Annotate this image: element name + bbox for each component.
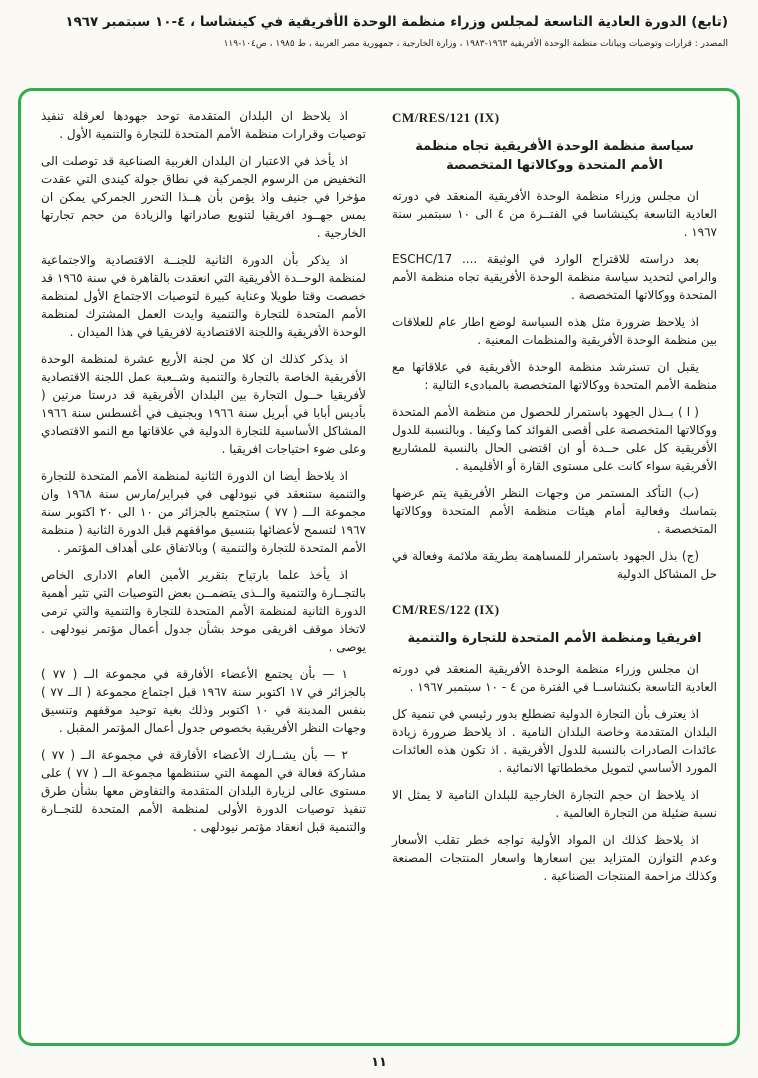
resolution-code-122: CM/RES/122 (IX) [392, 602, 500, 617]
resolution-title-122: افريقيا ومنظمة الأمم المتحدة للتجارة والتنمية [407, 631, 702, 646]
paragraph: (ج) بذل الجهود باستمرار للمساهمة بطريقة ملائمة وفعالة في حل المشاكل الدولية [392, 549, 717, 581]
paragraph: اذ يلاحظ ان البلدان المتقدمة توحد جهودها لعرقلة تنفيذ توصيات وقرارات منظمة الأمم المتحدة للتجارة والتنمية الأول . [41, 109, 366, 141]
resolution-code-121: CM/RES/121 (IX) [392, 110, 500, 125]
paragraph: اذ يلاحظ ان حجم التجارة الخارجية للبلدان النامية لا يمثل الا نسبة ضئيلة من التجارة العالمية . [392, 788, 717, 820]
paragraph: ان مجلس وزراء منظمة الوحدة الأفريقية المنعقد في دورته العادية التاسعة بكنشاســا في الفترة من ٤ - ١٠ سبتمبر ١٩٦٧ . [392, 662, 717, 694]
paragraph: بعد دراسته للاقتراح الوارد في الوثيقة .... ESCHC/17 والرامي لتحديد سياسة منظمة الوحدة الأفريقية تجاه منظمة الأمم المتحدة ووكالاتها المتخصصة . [392, 252, 717, 302]
paragraph: اذ يلاحظ كذلك ان المواد الأولية تواجه خطر تقلب الأسعار وعدم التوازن المتزايد بين اسعارها واسعار المنتجات المصنعة وكذلك مزاحمة المنتجات الصناعية . [392, 833, 717, 883]
page-number: ١١ [371, 1055, 387, 1070]
paragraph: اذ يأخذ في الاعتبار ان البلدان الغربية الصناعية قد توصلت الى التخفيض من الرسوم الجمركية في نطاق جولة كيندى التي عقدت مؤخرا في جنيف واذ يؤمن بأن هــذا التحرر الجمركي يمكن ان يمس جهــود افريقيا لتنويع صادراتها والزيادة من حجم تجارتها الخارجية . [41, 154, 366, 240]
paragraph: اذ يعترف بأن التجارة الدولية تضطلع بدور رئيسي في تنمية كل البلدان المتقدمة وخاصة البلدان النامية . اذ يلاحظ ضرورة زيادة عائدات الصادرات بالنسبة للدول الأفريقية . اذ تكون هذه العائدات المورد الأساسي لتمويل مخططاتها الانمائية . [392, 707, 717, 775]
document-frame [18, 88, 740, 1046]
paragraph: ان مجلس وزراء منظمة الوحدة الأفريقية المنعقد في دورته العادية التاسعة بكينشاسا في الفتــرة من ٤ الى ١٠ سبتمبر سنة ١٩٦٧ . [392, 189, 717, 239]
page-header [0, 0, 758, 49]
continuation-column [41, 107, 366, 1027]
paragraph: (ب) التأكد المستمر من وجهات النظر الأفريقية يتم عرضها بتماسك وفعالية أمام هيئات منظمة الأمم المتحدة ووكالاتها المتخصصة . [392, 486, 717, 536]
paragraph: اذ يلاحظ ضرورة مثل هذه السياسة لوضع اطار عام للعلاقات بين منظمة الوحدة الأفريقية والمنظمات المعنية . [392, 315, 717, 347]
resolution-title-121: سياسة منظمة الوحدة الأفريقية تجاه منظمة الأمم المتحدة ووكالاتها المتخصصة [415, 139, 694, 173]
paragraph: ١ — بأن يجتمع الأعضاء الأفارقة في مجموعة الــ ( ٧٧ ) بالجزائر في ١٧ اكتوبر سنة ١٩٦٧ قبل اجتماع مجموعة ( الــ ٧٧ ) بنفس المدينة في ١٠ اكتوبر وذلك بغية توحيد موقفهم وتنسيق وجهات النظر الأفريقية بخصوص جدول أعمال المؤتمر المقبل . [41, 667, 366, 735]
paragraph: يقبل ان تسترشد منظمة الوحدة الأفريقية في علاقاتها مع منظمة الأمم المتحدة ووكالاتها المتخصصة بالمبادىء التالية : [392, 360, 717, 392]
header-session-line: (تابع) الدورة العادية التاسعة لمجلس وزراء منظمة الوحدة الأفريقية في كينشاسا ، ٤-١٠ سبتمبر ١٩٦٧ [65, 14, 728, 30]
header-source-line: المصدر : قرارات وتوصيات وبيانات منظمة الوحدة الأفريقية ١٩٦٣-١٩٨٣ ، وزارة الخارجية ، جمهورية مصر العربية ، ط ١٩٨٥ ، ص١٠٤-١١٩ [223, 39, 728, 49]
paragraph: اذ يلاحظ أيضا ان الدورة الثانية لمنظمة الأمم المتحدة للتجارة والتنمية ستنعقد في نيودلهى في فبراير/مارس سنة ١٩٦٨ وان مجموعة الـــ ( ٧٧ ) ستجتمع بالجزائر من ١٠ الى ٢٠ اكتوبر سنة ١٩٦٧ لتسمح لأعضائها بتنسيق مواقفهم قبل الدورة الثانية ( منظمة الأمم المتحدة للتجارة والتنمية ) وبالاتفاق على أهداف المؤتمر . [41, 469, 366, 555]
paragraph: اذ يأخذ علما بارتياح بتقرير الأمين العام الادارى الخاص بالتجــارة والتنمية والــذى يتضمــن بعض التوصيات التي تثير أهمية الدورة الثانية لمنظمة الأمم المتحدة للتجارة والتنمية والتي ترمى لاتخاذ موقف افريقى موحد بشأن جدول أعمال مؤتمر نيودلهى . يوصى . [41, 568, 366, 654]
paragraph: اذ يذكر كذلك ان كلا من لجنة الأربع عشرة لمنظمة الوحدة الأفريقية الخاصة بالتجارة والتنمية وشــعبة عمل اللجنة الاقتصادية لأفريقيا حــول التجارة بين البلدان الأفريقية قد درستا مرتين ( بأديس أبابا في أبريل سنة ١٩٦٦ وبجنيف في أغسطس سنة ١٩٦٦ المشاكل الأساسية للتجارة الدولية في علاقاتها مع النمو الاقتصادي وعلى ضوء احتياجات افريقيا . [41, 352, 367, 456]
paragraph: ( ا ) بــذل الجهود باستمرار للحصول من منظمة الأمم المتحدة ووكالاتها المتخصصة على أقصى الفوائد كما وكيفا . وبالنسبة للدول الأفريقية كل على حــدة أو ان اقتضى الحال بالنسبة للمشاريع الأفريقية سواء كانت على مستوى القارة أو الأقليمية . [392, 405, 717, 473]
paragraph: ٢ — بأن يشــارك الأعضاء الأفارقة في مجموعة الــ ( ٧٧ ) مشاركة فعالة في المهمة التي ستنظمها مجموعة الــ ( ٧٧ ) على مستوى عالى لزيارة البلدان المتقدمة والتفاوض معها بشأن طرق تنفيذ توصيات الدورة الأولى لمنظمة الأمم المتحدة للتجــارة والتنمية قبل انعقاد مؤتمر نيودلهى . [41, 748, 366, 834]
resolutions-column [392, 107, 717, 1027]
paragraph: اذ يذكر بأن الدورة الثانية للجنــة الاقتصادية والاجتماعية لمنظمة الوحــدة الأفريقية التي انعقدت بالقاهرة في سنة ١٩٦٥ قد خصصت وقتا طويلا وعناية كبيرة لتوصيات الاجتماع الأول لمنظمة الأمم المتحدة للتجارة والتنمية وايدت العمل المشترك لمنظمة الوحدة الأفريقية واللجنة الاقتصادية لافريقيا في هذا الميدان . [41, 253, 366, 339]
